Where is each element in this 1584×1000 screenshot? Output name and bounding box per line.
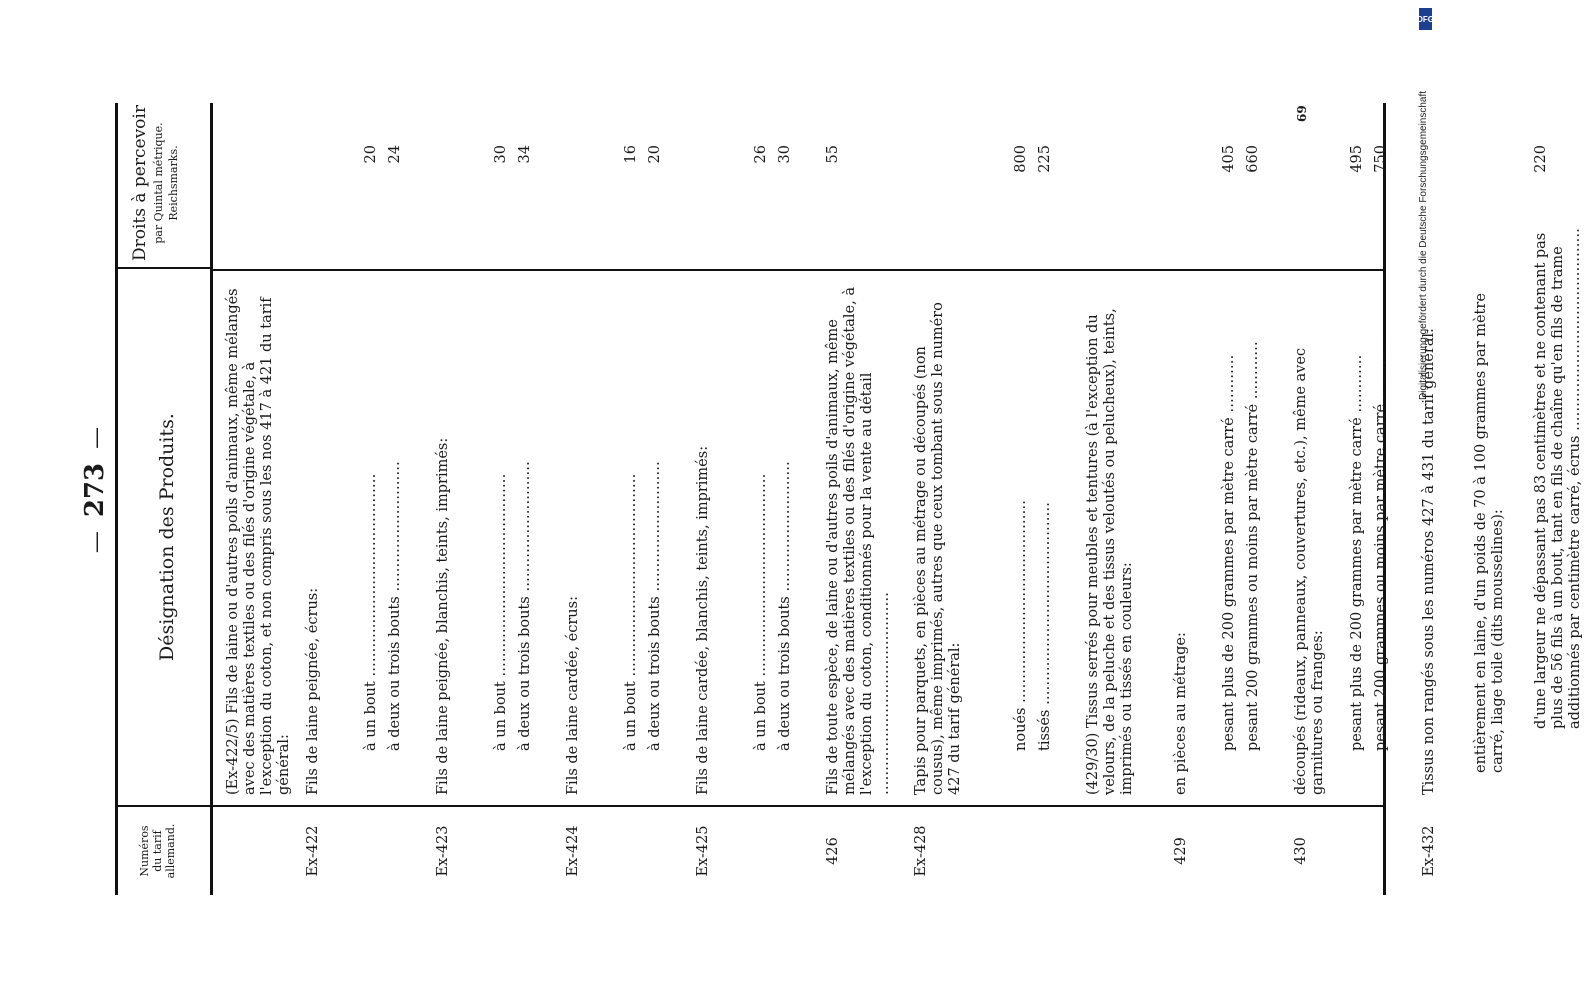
tariff-number: Ex-432 [1421,825,1437,877]
tariff-number: 429 [1173,837,1189,865]
product-designation: pesant 200 grammes ou moins par mètre carré ………… [1373,341,1389,751]
product-designation: à deux ou trois bouts ……………………… [387,461,403,751]
duty-value: 55 [825,145,841,164]
duty-value: 220 [1533,145,1549,173]
duty-value: 26 [753,145,769,164]
product-designation: entièrement en laine, d'un poids de 70 à 100 grammes par mètre carré, liage toile (dits mousselines): [1473,293,1506,773]
product-designation: Tissus non rangés sous les numéros 427 à 431 du tarif général: [1421,328,1437,795]
duty-value: 30 [777,145,793,164]
tariff-number: Ex-425 [695,825,711,877]
product-designation: découpés (rideaux, panneaux, couvertures, etc.), même avec garnitures ou franges: [1293,347,1326,795]
duty-value: 30 [493,145,509,164]
tariff-number: Ex-428 [913,825,929,877]
duty-value: 405 [1221,145,1237,173]
product-designation: Fils de laine peignée, écrus: [305,587,321,795]
duty-value: 750 [1373,145,1389,173]
product-designation: Fils de toute espèce, de laine ou d'autres poils d'animaux, même mélangés avec des matières textiles ou des filés d'origine végétale, à l'exception du coton, conditionnés pour la vente au détail …………………………………… [825,287,892,795]
duty-value: 495 [1349,145,1365,173]
duty-value: 20 [363,145,379,164]
tariff-number: Ex-422 [305,825,321,877]
product-designation: à deux ou trois bouts ……………………… [647,461,663,751]
dfg-logo-icon: DFG [1419,8,1432,30]
product-designation: à un bout …………………………………… [493,473,509,751]
tariff-number: 426 [825,837,841,865]
header-designation: Désignation des Produits. [118,267,210,805]
table-header [118,103,213,895]
footer-number: 69 [1295,105,1309,122]
product-designation: pesant plus de 200 grammes par mètre carré ………… [1221,354,1237,751]
duty-value: 16 [623,145,639,164]
product-designation: pesant 200 grammes ou moins par mètre carré ………… [1245,341,1261,751]
duty-value: 660 [1245,145,1261,173]
product-designation: Tapis pour parquets, en pièces au métrage ou découpés (non cousus), même imprimés, autres que ceux tombant sous le numéro 427 du tarif général: [913,302,963,795]
product-designation: à un bout …………………………………… [623,473,639,751]
product-designation: Fils de laine cardée, blanchis, teints, imprimés: [695,445,711,795]
duty-value: 800 [1013,145,1029,173]
product-designation: en pièces au métrage: [1173,632,1189,795]
page-number: — 273 — [80,390,110,590]
product-designation: à un bout …………………………………… [753,473,769,751]
product-designation: à deux ou trois bouts ……………………… [777,461,793,751]
column-rule [213,805,1383,807]
duty-value: 24 [387,145,403,164]
tariff-number: Ex-423 [435,825,451,877]
header-duties: Droits à percevoir par Quintal métrique. Reichsmarks. [130,105,180,261]
duty-value: 34 [517,145,533,164]
product-designation: pesant plus de 200 grammes par mètre carré ………… [1349,354,1365,751]
product-designation: à un bout …………………………………… [363,473,379,751]
digitization-note: Digitalisierung gefördert durch die Deutsche Forschungsgemeinschaft [1418,90,1429,400]
product-designation: noués …………………………………… [1013,499,1029,751]
product-designation: Fils de laine cardée, écrus: [565,596,581,795]
duty-value: 20 [647,145,663,164]
product-designation: Fils de laine peignée, blanchis, teints, imprimés: [435,437,451,795]
product-designation: d'une largeur ne dépassant pas 83 centimètres et ne contenant pas plus de 56 fils à un bout, tant en fils de chaîne qu'en fils de trame additionnés par centimètre carré, écrus …………………………………… [1533,227,1583,729]
product-designation: (Ex-422/5) Fils de laine ou d'autres poils d'animaux, même mélangés avec des matières textiles ou des filés d'origine végétale, à l'exception du coton, et non compris sous les nos 417 à 421 du tarif général: [225,288,292,795]
duty-value: 225 [1037,145,1053,173]
product-designation: tissés …………………………………… [1037,502,1053,751]
tariff-number: Ex-424 [565,825,581,877]
product-designation: à deux ou trois bouts ……………………… [517,461,533,751]
product-designation: (429/30) Tissus serrés pour meubles et tentures (à l'exception du velours, de la peluche et des tissus veloutés ou pelucheux), teints, imprimés ou tissés en couleurs: [1085,308,1135,795]
tariff-number: 430 [1293,837,1309,865]
header-tariff-number: Numéros du tarif allemand. [118,805,210,895]
